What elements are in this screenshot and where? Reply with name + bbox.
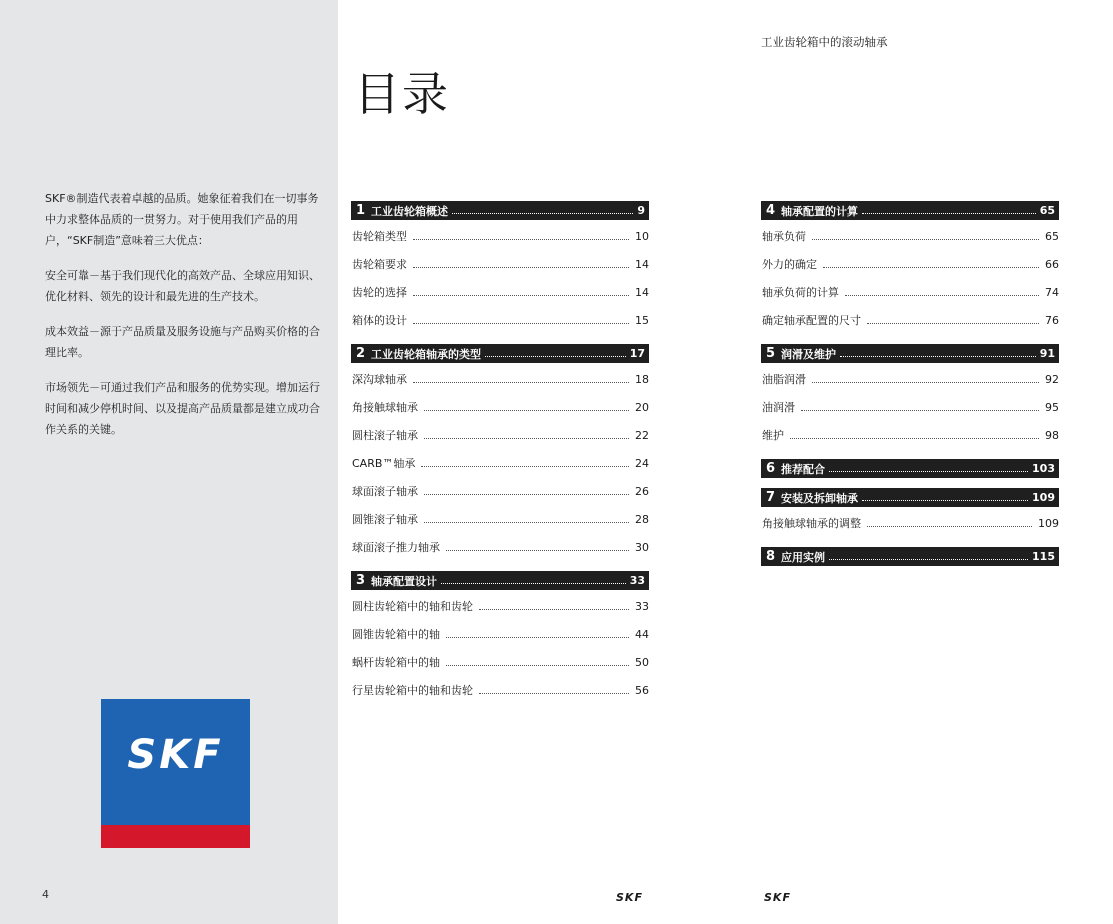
leader-dots [452,213,633,214]
leader-dots [446,665,629,666]
leader-dots [424,522,629,523]
toc-entry[interactable] [351,250,649,278]
document-title: 工业齿轮箱中的滚动轴承 [761,35,888,49]
entry-title: 圆锥齿轮箱中的轴 [352,628,440,641]
footer-logo-left: SKF [616,891,643,904]
entry-page: 24 [635,456,649,470]
entry-page: 18 [635,372,649,386]
leader-dots [823,267,1039,268]
toc-entry[interactable] [351,365,649,393]
entry-title: 油润滑 [762,401,795,414]
section-number: 6 [766,461,776,476]
leader-dots [421,466,629,467]
leader-dots [413,239,629,240]
toc-section [351,201,649,334]
entry-title: 外力的确定 [762,258,817,271]
entry-page: 14 [635,257,649,271]
leader-dots [413,295,629,296]
leader-dots [801,410,1039,411]
entry-title: 箱体的设计 [352,314,407,327]
toc-entry[interactable] [351,393,649,421]
toc-section [761,547,1059,566]
entry-page: 66 [1045,257,1059,271]
entry-title: 球面滚子推力轴承 [352,541,440,554]
entry-title: 圆柱滚子轴承 [352,429,418,442]
entry-title: 圆锥滚子轴承 [352,513,418,526]
toc-entry[interactable] [761,278,1059,306]
toc-entry[interactable] [761,421,1059,449]
leader-dots [790,438,1039,439]
section-number: 4 [766,203,776,218]
section-title: 轴承配置的计算 [781,204,859,218]
leader-dots [413,382,629,383]
toc-entry[interactable] [351,278,649,306]
leader-dots [424,438,629,439]
section-page: 9 [637,204,645,217]
toc-entry[interactable] [761,306,1059,334]
toc-section-header[interactable] [761,459,1059,478]
leader-dots [867,323,1039,324]
entry-title: 深沟球轴承 [352,373,407,386]
leader-dots [424,494,629,495]
entry-page: 10 [635,229,649,243]
toc-section-header[interactable] [351,344,649,363]
page-number: 4 [42,888,49,901]
leader-dots [441,583,626,584]
toc-entry[interactable] [351,421,649,449]
toc-section [351,344,649,561]
entry-page: 74 [1045,285,1059,299]
section-title: 润滑及维护 [781,347,837,361]
section-number: 1 [356,203,366,218]
intro-paragraph-4: 市场领先－可通过我们产品和服务的优势实现。增加运行时间和减少停机时间、以及提高产品质量都是建立成功合作关系的关键。 [45,381,320,436]
toc-entry[interactable] [761,250,1059,278]
toc-entry[interactable] [351,449,649,477]
entry-title: 轴承负荷的计算 [762,286,839,299]
section-number: 3 [356,573,366,588]
toc-entry[interactable] [761,365,1059,393]
entry-page: 76 [1045,313,1059,327]
toc-section [351,571,649,704]
leader-dots [479,609,629,610]
toc-entry[interactable] [351,477,649,505]
leader-dots [413,267,629,268]
leader-dots [812,239,1039,240]
entry-title: 齿轮的选择 [352,286,407,299]
leader-dots [446,637,629,638]
entry-title: CARB™轴承 [352,457,416,470]
toc-section [761,488,1059,537]
section-number: 2 [356,346,366,361]
toc-entry[interactable] [351,533,649,561]
section-number: 8 [766,549,776,564]
toc-section [761,201,1059,334]
leader-dots [485,356,626,357]
toc-entry[interactable] [351,306,649,334]
entry-page: 20 [635,400,649,414]
logo-wordmark: SKF [127,732,224,778]
entry-title: 齿轮箱要求 [352,258,407,271]
leader-dots [812,382,1039,383]
entry-title: 确定轴承配置的尺寸 [762,314,861,327]
entry-page: 30 [635,540,649,554]
toc-section-header[interactable] [761,344,1059,363]
toc-entry[interactable] [761,393,1059,421]
intro-text [45,188,323,454]
toc-left-column [351,201,649,714]
intro-paragraph-1: SKF®制造代表着卓越的品质。她象征着我们在一切事务中力求整体品质的一贯努力。对于使用我们产品的用户，“SKF制造”意味着三大优点： [45,192,319,247]
leader-dots [413,323,629,324]
entry-page: 22 [635,428,649,442]
leader-dots [424,410,629,411]
entry-page: 44 [635,627,649,641]
section-page: 109 [1032,491,1055,504]
entry-page: 50 [635,655,649,669]
section-page: 33 [629,574,645,587]
section-number: 7 [766,490,776,505]
entry-title: 角接触球轴承 [352,401,418,414]
entry-page: 26 [635,484,649,498]
entry-title: 圆柱齿轮箱中的轴和齿轮 [352,600,473,613]
entry-page: 28 [635,512,649,526]
entry-title: 蜗杆齿轮箱中的轴 [352,656,440,669]
leader-dots [479,693,629,694]
toc-section [761,459,1059,478]
intro-paragraph-2: 安全可靠－基于我们现代化的高效产品、全球应用知识、优化材料、领先的设计和最先进的生产技术。 [45,269,320,303]
toc-entry[interactable] [761,222,1059,250]
toc-section-header[interactable] [351,571,649,590]
section-page: 65 [1039,204,1055,217]
entry-page: 95 [1045,400,1059,414]
section-page: 91 [1039,347,1055,360]
section-page: 103 [1032,462,1055,475]
entry-title: 维护 [762,429,784,442]
toc-entry[interactable] [761,509,1059,537]
toc-section-header[interactable] [761,488,1059,507]
logo-red-band [101,825,250,848]
section-title: 安装及拆卸轴承 [781,491,859,505]
toc-section [761,344,1059,449]
entry-page: 14 [635,285,649,299]
leader-dots [840,356,1036,357]
entry-title: 齿轮箱类型 [352,230,407,243]
entry-page: 15 [635,313,649,327]
entry-page: 109 [1038,516,1059,530]
entry-page: 92 [1045,372,1059,386]
leader-dots [829,559,1028,560]
entry-page: 33 [635,599,649,613]
section-number: 5 [766,346,776,361]
page-title: 目录 [354,67,450,121]
entry-title: 角接触球轴承的调整 [762,517,861,530]
toc-entry[interactable] [351,505,649,533]
toc-entry[interactable] [351,620,649,648]
section-title: 工业齿轮箱概述 [371,204,449,218]
section-page: 115 [1032,550,1055,563]
entry-page: 65 [1045,229,1059,243]
intro-paragraph-3: 成本效益－源于产品质量及服务设施与产品购买价格的合理比率。 [45,325,320,359]
leader-dots [845,295,1039,296]
toc-entry[interactable] [351,676,649,704]
entry-title: 球面滚子轴承 [352,485,418,498]
toc-entry[interactable] [351,592,649,620]
toc-entry[interactable] [351,648,649,676]
entry-title: 轴承负荷 [762,230,806,243]
leader-dots [446,550,629,551]
leader-dots [829,471,1028,472]
left-sidebar [0,0,338,924]
toc-section-header[interactable] [761,201,1059,220]
footer-logo-right: SKF [764,891,791,904]
toc-right-column [761,201,1059,576]
section-title: 工业齿轮箱轴承的类型 [371,347,482,361]
section-title: 应用实例 [781,550,826,564]
leader-dots [862,500,1028,501]
entry-page: 98 [1045,428,1059,442]
skf-logo [101,699,250,848]
entry-title: 行星齿轮箱中的轴和齿轮 [352,684,473,697]
section-title: 轴承配置设计 [371,574,438,588]
entry-title: 油脂润滑 [762,373,806,386]
toc-section-header[interactable] [761,547,1059,566]
toc-entry[interactable] [351,222,649,250]
leader-dots [862,213,1036,214]
toc-section-header[interactable] [351,201,649,220]
section-page: 17 [629,347,645,360]
section-title: 推荐配合 [781,462,826,476]
leader-dots [867,526,1032,527]
entry-page: 56 [635,683,649,697]
